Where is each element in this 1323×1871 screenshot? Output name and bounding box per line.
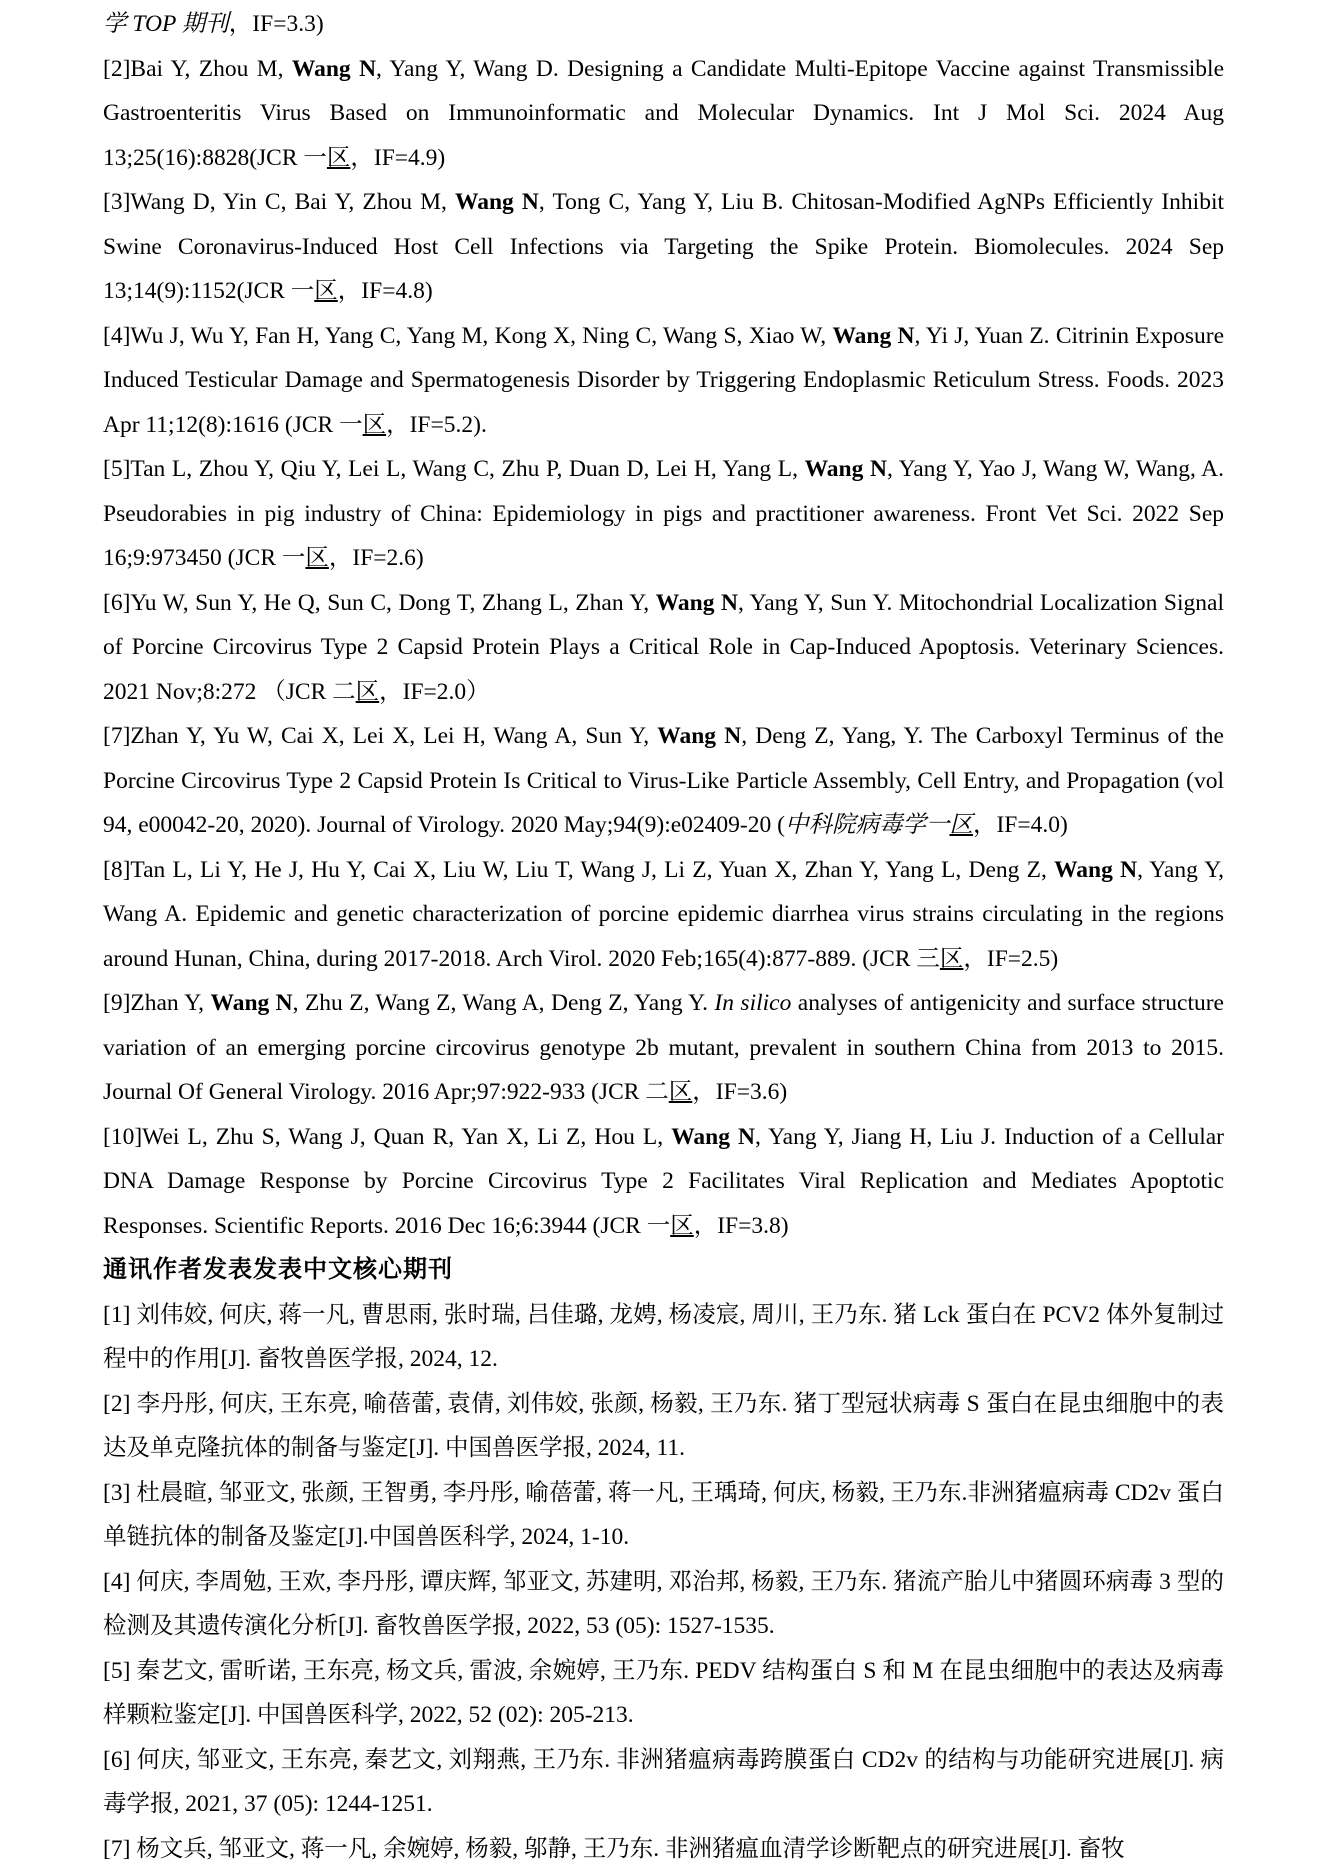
ref-en-4: [103, 314, 1224, 448]
journal-note-fragment: [103, 2, 1224, 47]
ref-en-6-run-4: ，IF=2.0）: [379, 678, 490, 705]
ref-en-9-run-4: analyses of antigenicity and surface structure variation of an emerging porcine circovirus genotype 2b mutant, prevalent in southern China from 2013 to 2015. Journal Of General Virology. 2016 Apr;97:922-933 (JCR 二: [103, 990, 1224, 1105]
ref-en-2-run-1: Wang N: [291, 55, 377, 82]
section-heading-chinese-core-journals: [103, 1248, 1224, 1293]
ref-cn-6-run-0: [6] 何庆, 邹亚文, 王东亮, 秦艺文, 刘翔燕, 王乃东. 非洲猪瘟病毒跨膜蛋白 CD2v 的结构与功能研究进展[J]. 病毒学报, 2021, 37 (05): 1244-1251.: [103, 1746, 1224, 1817]
ref-en-2-run-4: ，IF=4.9): [350, 144, 446, 171]
ref-en-10-run-1: Wang N: [671, 1123, 755, 1150]
ref-en-9: [103, 981, 1224, 1115]
ref-en-2-run-2: , Yang Y, Wang D. Designing a Candidate Multi-Epitope Vaccine against Transmissible Gastroenteritis Virus Based on Immunoinformatic and Molecular Dynamics. Int J Mol Sci. 2024 Aug 13;25(16):8828(JCR 一: [103, 55, 1224, 171]
ref-en-6-run-2: , Yang Y, Sun Y. Mitochondrial Localization Signal of Porcine Circovirus Type 2 Capsid Protein Plays a Critical Role in Cap-Induced Apoptosis. Veterinary Sciences. 2021 Nov;8:272 （JCR 二: [103, 589, 1224, 705]
ref-en-9-run-5: 区: [668, 1079, 693, 1105]
ref-en-8-run-4: ，IF=2.5): [963, 945, 1059, 972]
ref-en-6-run-1: Wang N: [655, 589, 739, 616]
ref-en-7-run-0: [7]Zhan Y, Yu W, Cai X, Lei X, Lei H, Wang A, Sun Y,: [103, 723, 658, 749]
ref-en-3-run-3: 区: [314, 278, 338, 304]
journal-note-fragment-run-1: ，IF=3.3): [228, 11, 324, 37]
ref-en-6: [103, 581, 1224, 715]
ref-en-3-run-2: , Tong C, Yang Y, Liu B. Chitosan-Modified AgNPs Efficiently Inhibit Swine Coronavirus-Induced Host Cell Infections via Targeting the Spike Protein. Biomolecules. 2024 Sep 13;14(9):1152(JCR 一: [103, 189, 1225, 304]
ref-en-8: [103, 848, 1224, 982]
ref-en-4-run-1: Wang N: [832, 322, 915, 349]
ref-en-5-run-3: 区: [305, 545, 329, 571]
ref-en-6-run-3: 区: [355, 678, 380, 705]
ref-en-5-run-4: ，IF=2.6): [328, 545, 424, 571]
ref-en-10-run-3: 区: [670, 1212, 694, 1239]
ref-en-3-run-0: [3]Wang D, Yin C, Bai Y, Zhou M,: [103, 189, 456, 215]
ref-en-5: [103, 447, 1224, 581]
ref-en-9-run-2: , Zhu Z, Wang Z, Wang A, Deng Z, Yang Y.: [292, 990, 715, 1016]
ref-en-8-run-3: 区: [939, 945, 964, 972]
ref-en-10-run-0: [10]Wei L, Zhu S, Wang J, Quan R, Yan X, Li Z, Hou L,: [103, 1123, 672, 1150]
ref-en-2-run-0: [2]Bai Y, Zhou M,: [103, 55, 292, 82]
ref-cn-1: [103, 1293, 1224, 1382]
ref-en-10: [103, 1115, 1224, 1249]
ref-en-3: [103, 180, 1224, 314]
ref-en-4-run-0: [4]Wu J, Wu Y, Fan H, Yang C, Yang M, Kong X, Ning C, Wang S, Xiao W,: [103, 322, 833, 349]
ref-en-5-run-2: , Yang Y, Yao J, Wang W, Wang, A. Pseudorabies in pig industry of China: Epidemiology in pigs and practitioner awareness. Front Vet Sci. 2022 Sep 16;9:973450 (JCR 一: [103, 456, 1225, 571]
ref-en-5-run-0: [5]Tan L, Zhou Y, Qiu Y, Lei L, Wang C, Zhu P, Duan D, Lei H, Yang L,: [103, 456, 805, 482]
section-heading-chinese-core-journals-run-0: 通讯作者发表发表中文核心期刊: [103, 1256, 453, 1283]
ref-en-8-run-2: , Yang Y, Wang A. Epidemic and genetic characterization of porcine epidemic diarrhea virus strains circulating in the regions around Hunan, China, during 2017-2018. Arch Virol. 2020 Feb;165(4):877-889. (JCR 三: [103, 856, 1225, 972]
ref-en-10-run-4: ，IF=3.8): [693, 1212, 789, 1239]
ref-en-3-run-1: Wang N: [455, 189, 539, 215]
ref-en-9-run-1: Wang N: [210, 990, 293, 1016]
publication-list: [103, 2, 1224, 1871]
ref-en-9-run-0: [9]Zhan Y,: [103, 990, 211, 1016]
ref-cn-4: [103, 1560, 1224, 1649]
ref-en-6-run-0: [6]Yu W, Sun Y, He Q, Sun C, Dong T, Zhang L, Zhan Y,: [103, 589, 656, 616]
ref-cn-4-run-0: [4] 何庆, 李周勉, 王欢, 李丹彤, 谭庆辉, 邹亚文, 苏建明, 邓治邦, 杨毅, 王乃东. 猪流产胎儿中猪圆环病毒 3 型的检测及其遗传演化分析[J]. 畜牧兽医学报, 2022, 53 (05): 1527-1535.: [103, 1568, 1224, 1639]
ref-en-7-run-4: 区: [949, 812, 973, 838]
journal-note-fragment-run-0: 学 TOP 期刊: [103, 11, 229, 37]
ref-cn-7-run-0: [7] 杨文兵, 邹亚文, 蒋一凡, 余婉婷, 杨毅, 邬静, 王乃东. 非洲猪瘟血清学诊断靶点的研究进展[J]. 畜牧: [103, 1835, 1125, 1862]
ref-cn-6: [103, 1738, 1224, 1827]
ref-en-9-run-6: ，IF=3.6): [692, 1079, 788, 1105]
ref-en-3-run-4: ，IF=4.8): [337, 278, 433, 304]
ref-cn-2-run-0: [2] 李丹彤, 何庆, 王东亮, 喻蓓蕾, 袁倩, 刘伟姣, 张颜, 杨毅, 王乃东. 猪丁型冠状病毒 S 蛋白在昆虫细胞中的表达及单克隆抗体的制备与鉴定[J]. 中国兽医学报, 2024, 11.: [103, 1390, 1224, 1461]
ref-en-7: [103, 714, 1224, 848]
ref-en-2-run-3: 区: [326, 144, 351, 171]
ref-en-8-run-0: [8]Tan L, Li Y, He J, Hu Y, Cai X, Liu W, Liu T, Wang J, Li Z, Yuan X, Zhan Y, Yang L, Deng Z,: [103, 856, 1055, 883]
ref-cn-7: [103, 1827, 1224, 1871]
ref-cn-3: [103, 1471, 1224, 1560]
ref-cn-1-run-0: [1] 刘伟姣, 何庆, 蒋一凡, 曹思雨, 张时瑞, 吕佳璐, 龙娉, 杨凌宸, 周川, 王乃东. 猪 Lck 蛋白在 PCV2 体外复制过程中的作用[J]. 畜牧兽医学报, 2024, 12.: [103, 1301, 1224, 1372]
ref-en-9-run-3: In silico: [714, 990, 792, 1016]
ref-en-4-run-3: 区: [362, 411, 387, 438]
ref-en-7-run-3: 中科院病毒学一: [784, 812, 950, 838]
ref-en-7-run-1: Wang N: [657, 723, 742, 749]
ref-cn-5-run-0: [5] 秦艺文, 雷昕诺, 王东亮, 杨文兵, 雷波, 余婉婷, 王乃东. PEDV 结构蛋白 S 和 M 在昆虫细胞中的表达及病毒样颗粒鉴定[J]. 中国兽医科学, 2022, 52 (02): 205-213.: [103, 1657, 1224, 1728]
ref-en-8-run-1: Wang N: [1054, 856, 1138, 883]
ref-en-7-run-2: , Deng Z, Yang, Y. The Carboxyl Terminus of the Porcine Circovirus Type 2 Capsid Protein Is Critical to Virus-Like Particle Assembly, Cell Entry, and Propagation (vol 94, e00042-20, 2020). Journal of Virology. 2020 May;94(9):e02409-20 (: [103, 723, 1224, 838]
ref-en-2: [103, 47, 1224, 181]
ref-en-4-run-4: ，IF=5.2).: [386, 411, 487, 438]
ref-cn-5: [103, 1649, 1224, 1738]
ref-cn-2: [103, 1382, 1224, 1471]
ref-cn-3-run-0: [3] 杜晨暄, 邹亚文, 张颜, 王智勇, 李丹彤, 喻蓓蕾, 蒋一凡, 王瑀琦, 何庆, 杨毅, 王乃东.非洲猪瘟病毒 CD2v 蛋白单链抗体的制备及鉴定[J].中国兽医科学, 2024, 1-10.: [103, 1479, 1224, 1550]
ref-en-7-run-5: ，IF=4.0): [972, 812, 1068, 838]
ref-en-10-run-2: , Yang Y, Jiang H, Liu J. Induction of a Cellular DNA Damage Response by Porcine Circovirus Type 2 Facilitates Viral Replication and Mediates Apoptotic Responses. Scientific Reports. 2016 Dec 16;6:3944 (JCR 一: [103, 1123, 1224, 1239]
ref-en-4-run-2: , Yi J, Yuan Z. Citrinin Exposure Induced Testicular Damage and Spermatogenesis Disorder by Triggering Endoplasmic Reticulum Stress. Foods. 2023 Apr 11;12(8):1616 (JCR 一: [103, 322, 1224, 438]
ref-en-5-run-1: Wang N: [804, 456, 887, 482]
